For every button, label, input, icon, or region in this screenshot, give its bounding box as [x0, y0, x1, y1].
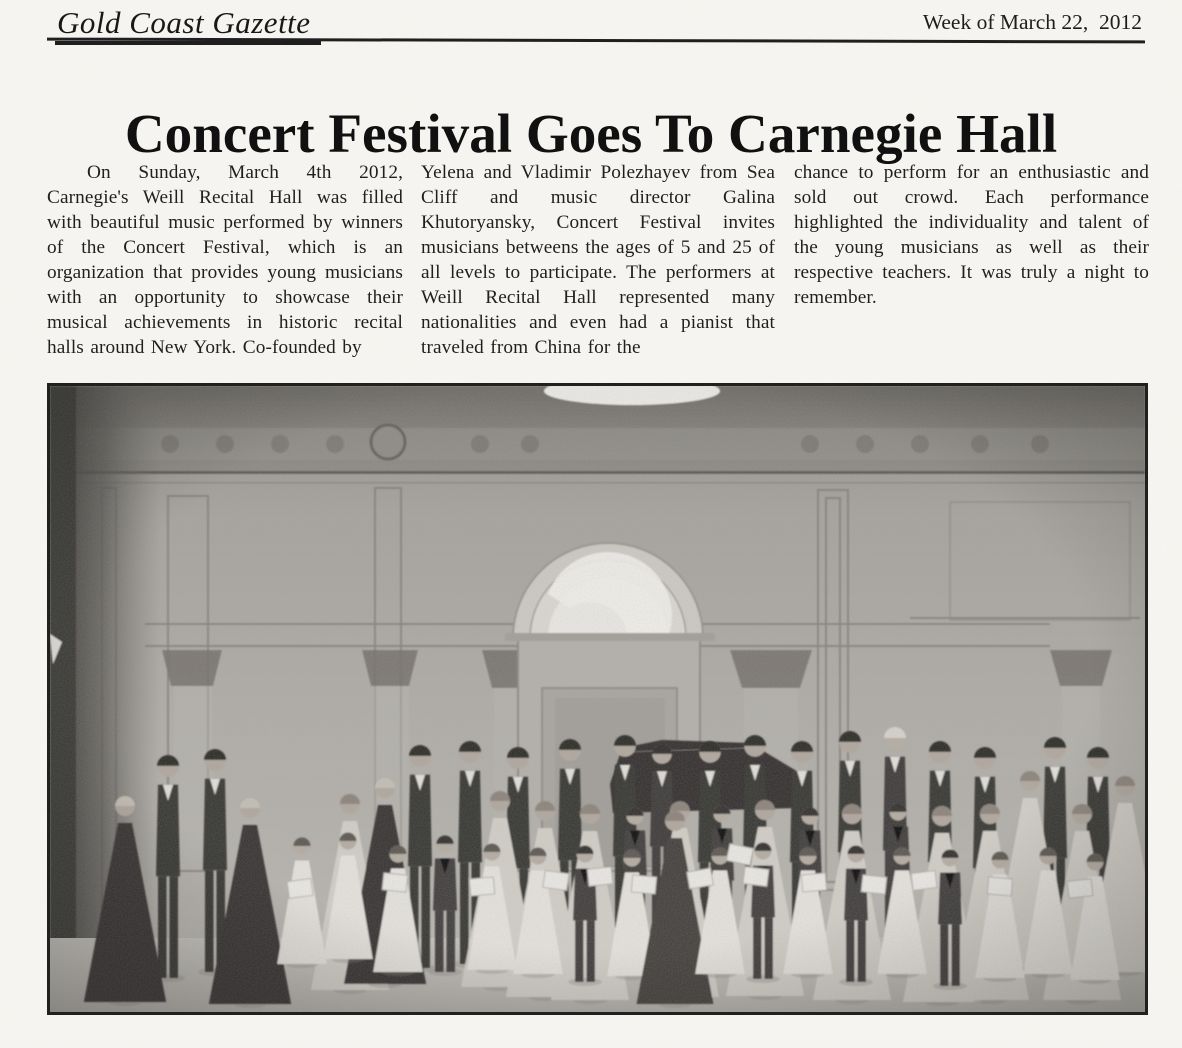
headline: Concert Festival Goes To Carnegie Hall: [124, 104, 1058, 165]
article-column-3: chance to perform for an enthusiastic and sold out crowd. Each performance highlighted the individuality and talent of the young musicians as well as their respective teachers. It was truly a night to remember.: [794, 162, 1149, 308]
masthead-title: Gold Coast Gazette: [55, 6, 321, 45]
article-column-1: On Sunday, March 4th 2012, Carnegie's Weill Recital Hall was filled with beautiful music performed by winners of the Concert Festival, which is an organization that provides young musicians with an opportunity to showcase their musical achievements in historic recital halls around New York. Co-founded by: [47, 162, 403, 358]
article-column-2: Yelena and Vladimir Polezhayev from Sea Cliff and music director Galina Khutoryansky, Concert Festival invites musicians betweens the ages of 5 and 25 of all levels to participate. The performers at Weill Recital Hall represented many nationalities and even had a pianist that traveled from China for the: [421, 162, 775, 358]
issue-date: Week of March 22, 2012: [922, 10, 1142, 34]
stage-photo: [47, 383, 1148, 1015]
